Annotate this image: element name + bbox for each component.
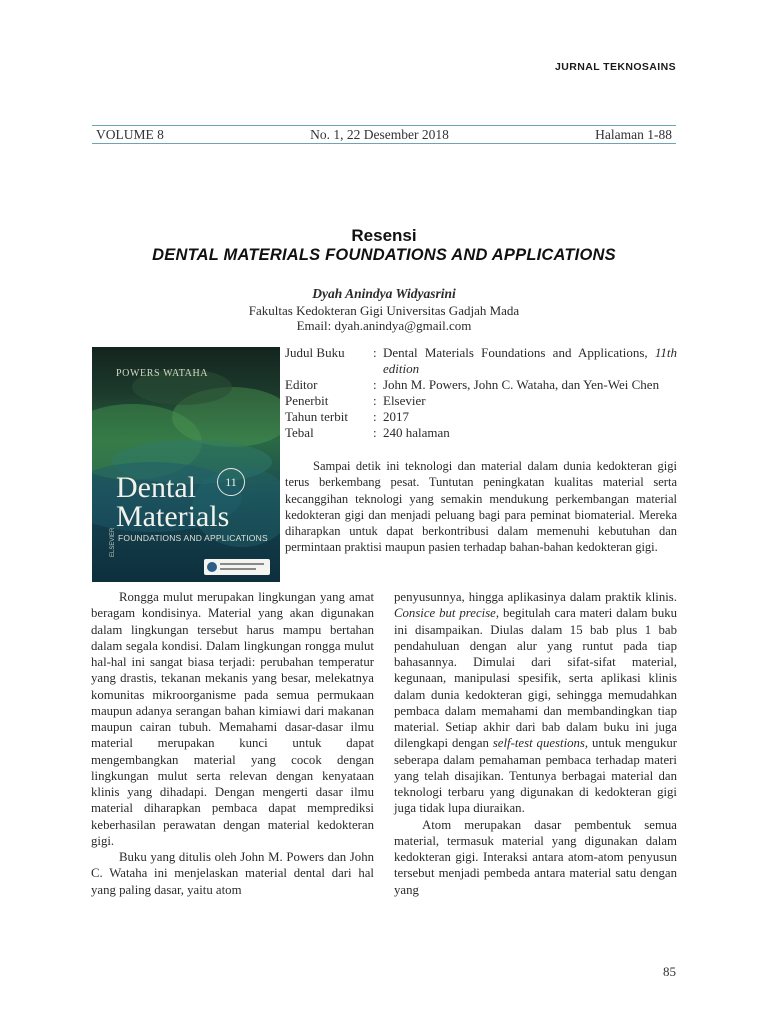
edition-label: 11th edition bbox=[383, 345, 677, 376]
book-info-colon: : bbox=[373, 393, 377, 408]
body-paragraph: Atom merupakan dasar pembentuk semua material, termasuk material yang digunakan dalam kedokteran gigi. Interaksi antara atom-atom penyusun tersebut menjadi pembeda antara material satu dengan yang bbox=[394, 817, 677, 897]
book-info-value: Elsevier bbox=[383, 393, 426, 408]
author-email: Email: dyah.anindya@gmail.com bbox=[296, 318, 472, 333]
cover-publisher: ELSEVIER bbox=[110, 527, 116, 557]
book-info-row-pages bbox=[285, 425, 677, 441]
body-column-right bbox=[394, 589, 677, 898]
body-paragraph: Buku yang ditulis oleh John M. Powers dan John C. Wataha ini menjelaskan material dental dari hal yang paling dasar, yaitu atom bbox=[91, 850, 374, 897]
intro-text: Sampai detik ini teknologi dan material dalam dunia kedokteran gigi terus berkembang pesat. Tuntutan peningkatan kualitas material serta kecanggihan teknologi yang semakin mendukung perkembangan material kedokteran gigi dan menjadi peluang bagi para peminat biomaterial. Mereka diharapkan untuk dapat berkontribusi dalam memenuhi kebutuhan dan permintaan praktisi maupun pasien terhadap bahan-bahan kedokteran gigi. bbox=[285, 459, 677, 555]
header-rule-bottom bbox=[92, 143, 676, 144]
cover-title-line2: Materials bbox=[116, 500, 230, 533]
pages-label: Halaman 1-88 bbox=[595, 127, 672, 142]
book-info-value: Dental Materials Foundations and Applications, 11th edition bbox=[383, 345, 677, 376]
book-info-label: Tahun terbit bbox=[285, 409, 348, 424]
cover-sticker bbox=[204, 559, 270, 575]
emphasis-text: self-test questions, bbox=[492, 736, 589, 751]
cover-edition-badge: 11 bbox=[217, 468, 245, 496]
book-info-row-year bbox=[285, 409, 677, 425]
author-name: Dyah Anindya Widyasrini bbox=[312, 286, 456, 301]
sticker-logo-icon bbox=[207, 562, 217, 572]
journal-name: JURNAL TEKNOSAINS bbox=[555, 61, 676, 73]
section-label: Resensi bbox=[351, 226, 417, 245]
page-title: DENTAL MATERIALS FOUNDATIONS AND APPLICATIONS bbox=[152, 246, 616, 264]
cover-artwork bbox=[92, 347, 280, 582]
cover-title-line1: Dental bbox=[116, 471, 196, 504]
book-info-label: Editor bbox=[285, 377, 318, 392]
book-info bbox=[285, 345, 677, 441]
volume-row bbox=[96, 127, 672, 143]
book-info-colon: : bbox=[373, 377, 377, 392]
book-info-colon: : bbox=[373, 345, 377, 360]
book-info-label: Tebal bbox=[285, 425, 314, 440]
book-cover-image bbox=[92, 347, 280, 582]
book-info-row-title bbox=[285, 345, 677, 377]
header-rule-top bbox=[92, 125, 676, 126]
cover-authors: POWERS WATAHA bbox=[116, 368, 209, 379]
issue-label: No. 1, 22 Desember 2018 bbox=[310, 127, 449, 142]
book-info-value: 240 halaman bbox=[383, 425, 450, 440]
intro-paragraph bbox=[285, 458, 677, 556]
body-column-left bbox=[91, 589, 374, 898]
volume-label: VOLUME 8 bbox=[96, 127, 164, 142]
book-info-colon: : bbox=[373, 425, 377, 440]
book-info-value: John M. Powers, John C. Wataha, dan Yen-Wei Chen bbox=[383, 377, 660, 392]
emphasis-text: Consice but precise, bbox=[394, 606, 500, 621]
book-info-colon: : bbox=[373, 409, 377, 424]
body-paragraph: Rongga mulut merupakan lingkungan yang amat beragam kondisinya. Material yang akan digunakan dalam lingkungan tersebut harus mampu bertahan dalam segala kondisi. Dalam lingkungan rongga mulut hal-hal ini sangat biasa terjadi: perubahan temperatur yang drastis, tekanan mekanis yang besar, melekatnya komunitas mikroorganisme pada semua permukaan maupun adanya serangan bahan kimiawi dari makanan maupun cairan tubuh. Memahami dasar-dasar ilmu material merupakan kunci untuk dapat mengembangkan material yang cocok dengan lingkungan mulut serta relevan dengan kenyataan klinis yang dihadapi. Dengan mengerti dasar ilmu material diharapkan pembaca dapat memprediksi keberhasilan perawatan dengan material kedokteran gigi. bbox=[91, 590, 374, 848]
book-info-label: Penerbit bbox=[285, 393, 329, 408]
book-info-row-editor bbox=[285, 377, 677, 393]
book-info-row-publisher bbox=[285, 393, 677, 409]
body-paragraph: penyusunnya, hingga aplikasinya dalam praktik klinis. Consice but precise, begitulah cara materi dalam buku ini disampaikan. Diulas dalam 15 bab plus 1 bab pendahuluan dengan alur yang runtut pada tiap bahasannya. Dimulai dari sifat-sifat material, kegunaan, manipulasi spesifik, serta aplikasi klinis dalam dunia kedokteran gigi, sehingga memudahkan pembaca dalam memahami dan membandingkan tiap material. Setiap akhir dari bab dalam buku ini juga dilengkapi dengan self-test questions, untuk mengukur seberapa dalam pemahaman pembaca terhadap materi yang telah disajikan. Tentunya berbagai material dan teknologi terbaru yang digunakan di kedokteran gigi juga tidak lupa diuraikan. bbox=[394, 590, 678, 816]
book-info-label: Judul Buku bbox=[285, 345, 345, 360]
book-info-value: 2017 bbox=[383, 409, 409, 424]
author-affiliation: Fakultas Kedokteran Gigi Universitas Gadjah Mada bbox=[248, 303, 520, 318]
page-number: 85 bbox=[663, 964, 676, 979]
cover-subtitle: FOUNDATIONS AND APPLICATIONS bbox=[118, 533, 268, 543]
